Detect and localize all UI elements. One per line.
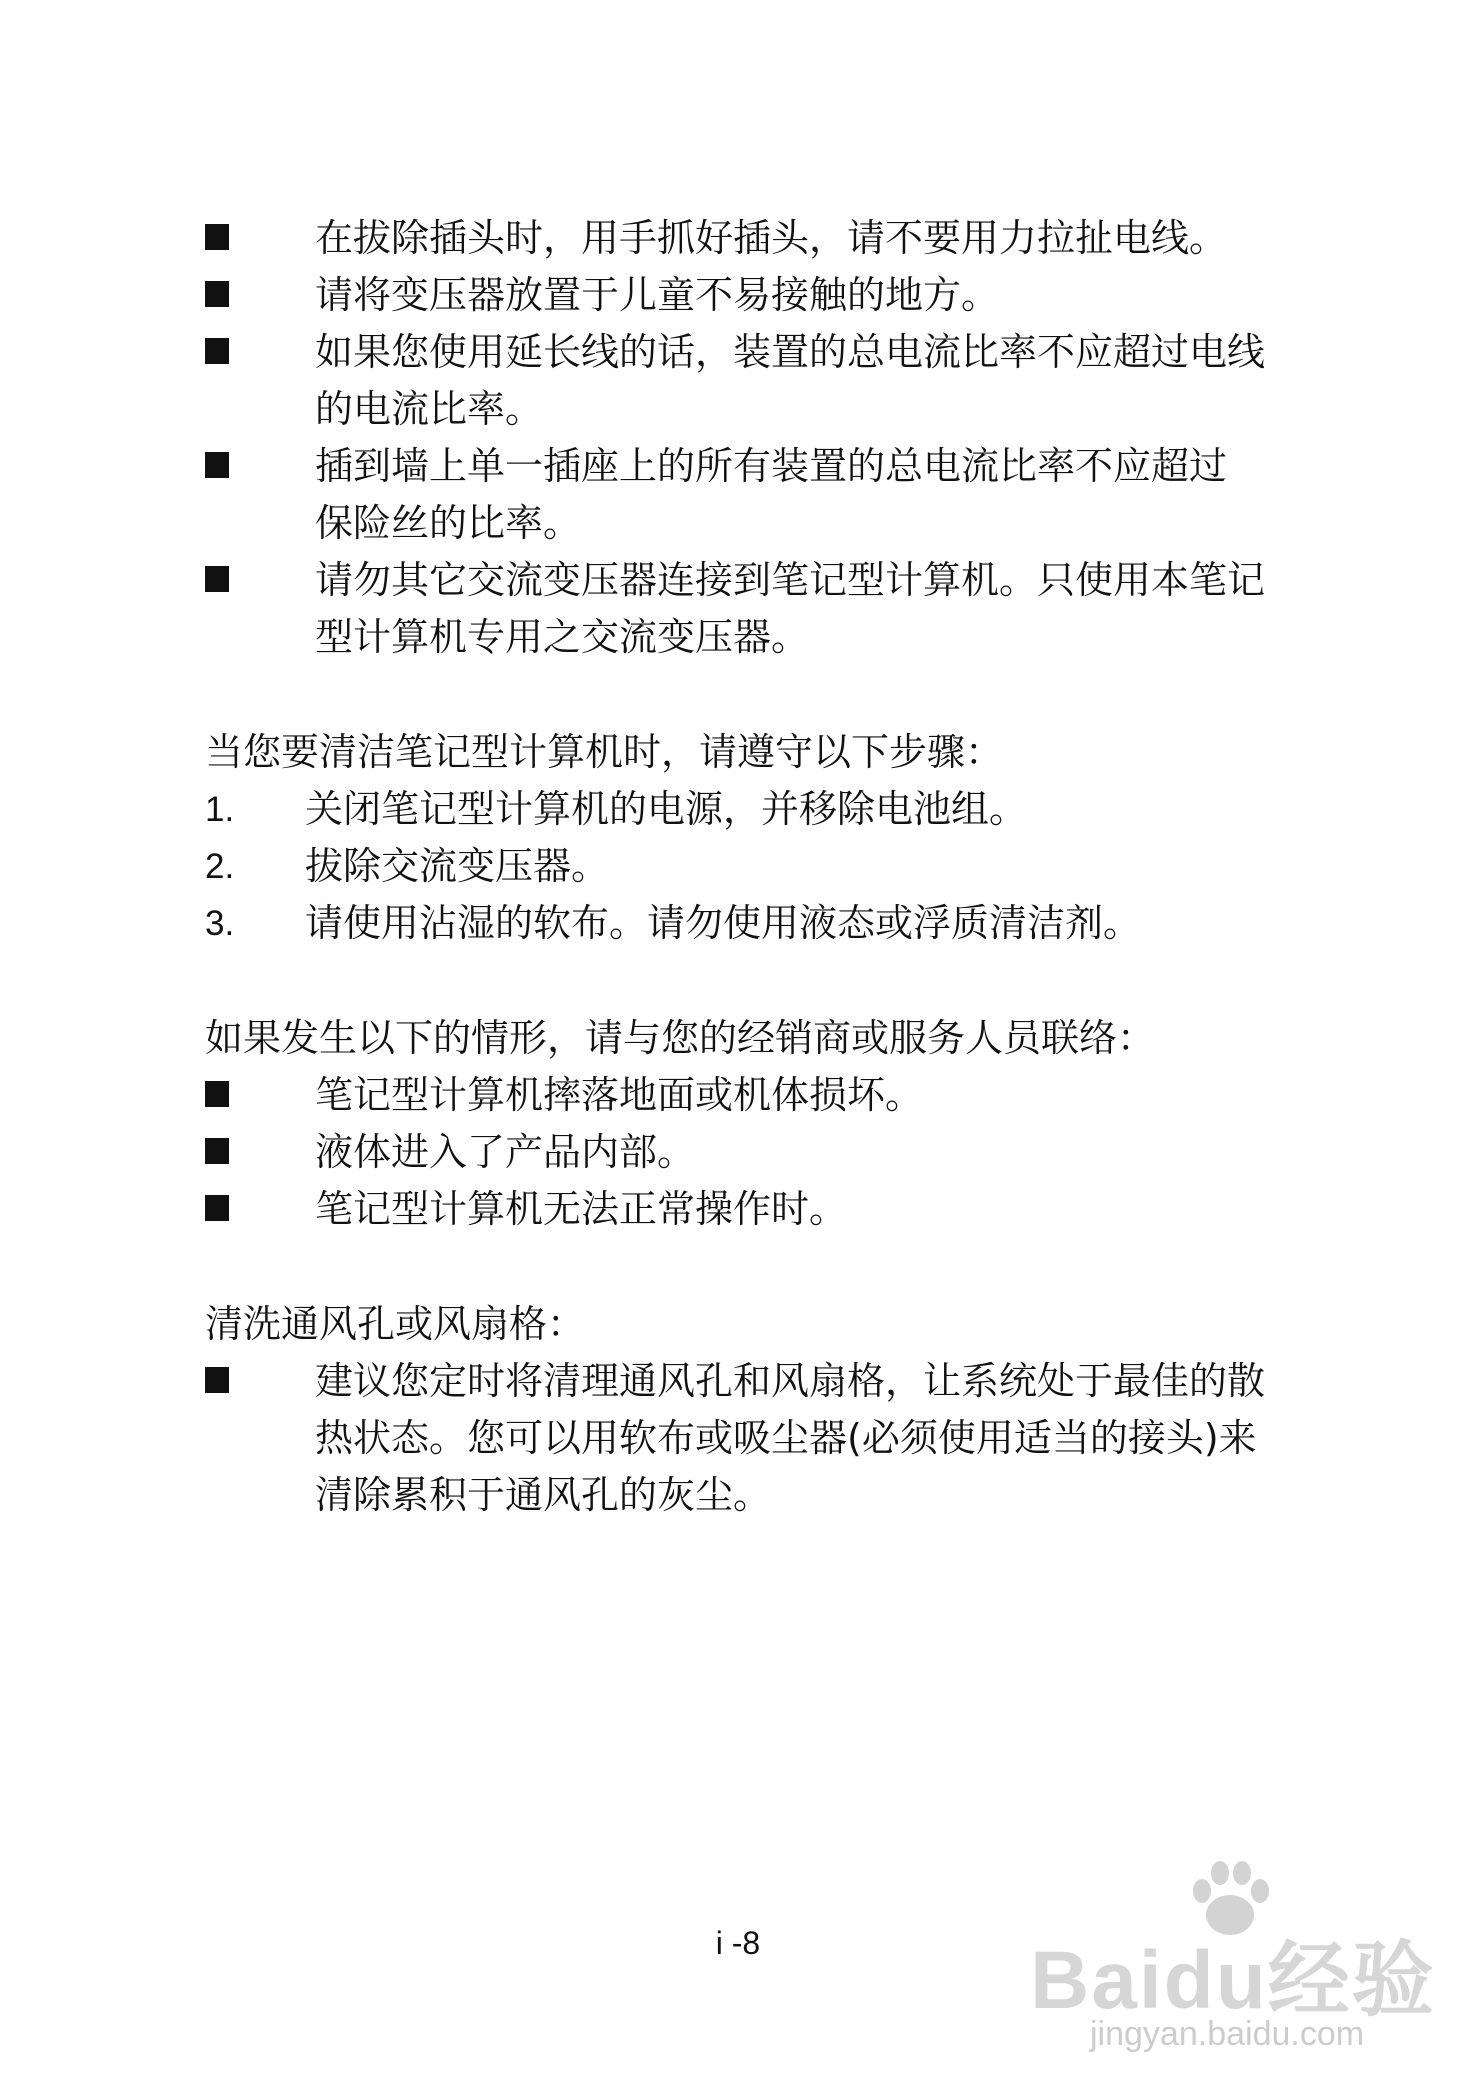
- cleaning-steps-list: [205, 781, 1315, 952]
- list-item: [205, 1353, 1315, 1524]
- square-bullet-icon: [205, 452, 229, 478]
- list-item-text: 请勿其它交流变压器连接到笔记型计算机。只使用本笔记: [315, 558, 1266, 602]
- vent-cleaning-heading: 清洗通风孔或风扇格：: [205, 1302, 586, 1346]
- contact-dealer-heading: 如果发生以下的情形，请与您的经销商或服务人员联络：: [205, 1016, 1156, 1060]
- watermark-logo-text: Baidu经验: [1030, 1935, 1436, 2026]
- list-item-text: 请使用沾湿的软布。请勿使用液态或浮质清洁剂。: [305, 901, 1142, 945]
- list-item: [205, 210, 1315, 267]
- list-item-text: 型计算机专用之交流变压器。: [315, 615, 810, 659]
- square-bullet-icon: [205, 566, 229, 592]
- vent-cleaning-list: [205, 1353, 1315, 1524]
- contact-dealer-list: [205, 1067, 1315, 1238]
- list-item-text: 关闭笔记型计算机的电源，并移除电池组。: [305, 787, 1028, 831]
- list-item: [205, 267, 1315, 324]
- square-bullet-icon: [205, 1081, 229, 1107]
- step-number: 1.: [205, 790, 235, 829]
- page-number: i -8: [715, 1925, 761, 1961]
- step-number: 2.: [205, 847, 235, 886]
- list-item-text: 插到墙上单一插座上的所有装置的总电流比率不应超过: [315, 444, 1228, 488]
- list-item-text: 如果您使用延长线的话，装置的总电流比率不应超过电线: [315, 330, 1266, 374]
- list-item: [205, 1181, 1315, 1238]
- list-item: [205, 324, 1315, 438]
- list-item: [205, 1067, 1315, 1124]
- list-item-text: 液体进入了产品内部。: [315, 1130, 696, 1174]
- content: [205, 210, 1315, 1524]
- list-item: [205, 552, 1315, 666]
- step-number: 3.: [205, 904, 235, 943]
- list-item-text: 笔记型计算机摔落地面或机体损坏。: [315, 1073, 924, 1117]
- list-item: [205, 781, 1315, 838]
- list-item-text: 笔记型计算机无法正常操作时。: [315, 1187, 848, 1231]
- baidu-watermark: [1030, 1855, 1450, 2065]
- list-item-text: 热状态。您可以用软布或吸尘器(必须使用适当的接头)来: [315, 1416, 1257, 1460]
- cleaning-heading: 当您要清洁笔记型计算机时，请遵守以下步骤：: [205, 730, 1004, 774]
- square-bullet-icon: [205, 224, 229, 250]
- list-item-text: 的电流比率。: [315, 387, 544, 431]
- list-item: [205, 1124, 1315, 1181]
- watermark-url: jingyan.baidu.com: [1090, 2015, 1365, 2053]
- list-item-text: 保险丝的比率。: [315, 501, 582, 545]
- list-item-text: 在拔除插头时，用手抓好插头，请不要用力拉扯电线。: [315, 216, 1228, 260]
- list-item-text: 建议您定时将清理通风孔和风扇格，让系统处于最佳的散: [315, 1359, 1266, 1403]
- square-bullet-icon: [205, 1367, 229, 1393]
- square-bullet-icon: [205, 1138, 229, 1164]
- list-item-text: 拔除交流变压器。: [305, 844, 610, 888]
- square-bullet-icon: [205, 281, 229, 307]
- list-item: [205, 838, 1315, 895]
- list-item: [205, 438, 1315, 552]
- list-item-text: 请将变压器放置于儿童不易接触的地方。: [315, 273, 1000, 317]
- list-item: [205, 895, 1315, 952]
- safety-list: [205, 210, 1315, 666]
- square-bullet-icon: [205, 338, 229, 364]
- square-bullet-icon: [205, 1195, 229, 1221]
- list-item-text: 清除累积于通风孔的灰尘。: [315, 1473, 772, 1517]
